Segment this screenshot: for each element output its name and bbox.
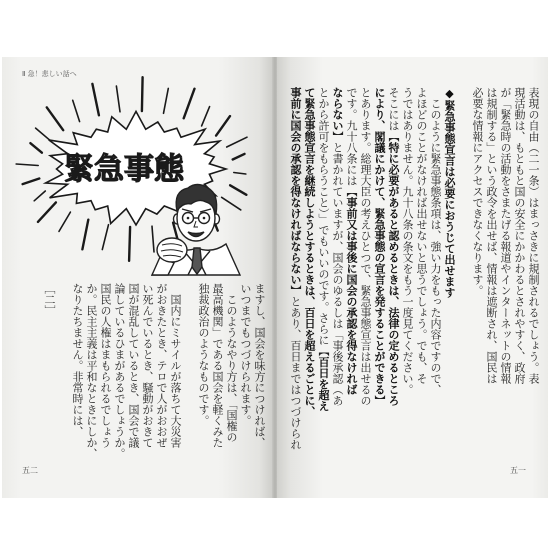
text-segment: このように緊急事態条項は、強い力をもった内容ですので、 [429, 87, 442, 395]
burst-ray [16, 164, 38, 166]
burst-ray [73, 100, 80, 121]
burst-ray [164, 88, 169, 113]
text-segment: 独裁政治のようなものです。 [197, 283, 210, 426]
burst-ray [202, 107, 210, 126]
text-column [112, 283, 126, 465]
text-segment: 現活動は、もともと国の安全にかかわるとされやすく、政府 [513, 87, 526, 384]
text-column [154, 283, 168, 465]
text-segment: 国が混乱しているとき、国会で議 [127, 283, 140, 448]
text-column [386, 87, 400, 455]
text-column [42, 283, 56, 465]
text-column [168, 283, 182, 465]
text-segment: ［二］ [43, 283, 56, 316]
burst-ray [234, 173, 246, 175]
burst-ray [59, 212, 70, 231]
text-segment: いつまでもつづけられます。 [239, 283, 252, 426]
burst-ray [129, 227, 130, 261]
bold-text-segment: 特に必要があると認めるときは、法律の定めるところ [387, 142, 400, 406]
bold-text-segment: ◆緊急事態宣言は必要におうじて出せます [443, 87, 456, 298]
text-segment: とから許可をもらうこと）」でもいいのです。さらに【 [317, 87, 330, 357]
bold-text-segment: て緊急事態宣言を継続しようとするときは、百日を超えるごとに、 [303, 87, 316, 417]
burst-ray [152, 226, 154, 252]
man-eye-left [187, 217, 190, 220]
left-text-columns [42, 283, 266, 465]
text-column [140, 283, 154, 465]
burst-ray [92, 84, 99, 115]
man-tie [192, 248, 202, 274]
text-segment: 必要な情報にアクセスできなくなります。 [471, 87, 484, 296]
text-column [498, 87, 512, 455]
illustration-caption: 緊急事態 [64, 152, 184, 187]
bold-text-segment: 事前に国会の承認を得なければならない [289, 87, 302, 285]
text-segment: このようなやり方は、「国権の [225, 283, 238, 443]
burst-ray [38, 202, 56, 222]
burst-ray [184, 89, 195, 119]
burst-ray [227, 137, 247, 147]
right-text-columns [288, 87, 540, 455]
text-column [56, 283, 70, 465]
text-segment: です。九十八条には【 [345, 87, 358, 197]
text-segment: そこには【 [387, 87, 400, 142]
text-column [302, 87, 316, 455]
text-column [238, 283, 252, 465]
bold-text-segment: ならない [331, 87, 344, 131]
text-column [316, 87, 330, 455]
text-column [288, 87, 302, 455]
burst-ray [23, 179, 40, 185]
text-column [358, 87, 372, 455]
man-eye-right [203, 217, 206, 220]
text-column [512, 87, 526, 455]
text-column [526, 87, 540, 455]
burst-ray [230, 185, 246, 195]
text-segment: うではありません。九十八条の条文をもう一度見てください。 [401, 87, 414, 395]
text-segment: とあります。総理大臣の考えひとつで、緊急事態宣言は出せるの [359, 87, 372, 406]
burst-ray [142, 77, 143, 111]
text-column [344, 87, 358, 455]
text-segment: 国内にミサイルが落ちて大災害 [169, 283, 182, 448]
text-column [84, 283, 98, 465]
text-column [182, 283, 196, 465]
burst-ray [222, 197, 241, 210]
text-segment: 国民の人権はまもられるでしょう [99, 283, 112, 448]
text-column [70, 283, 84, 465]
text-column [196, 283, 210, 465]
text-column [372, 87, 386, 455]
burst-ray [30, 143, 42, 153]
burst-ray [47, 107, 63, 130]
text-segment: ますし、国会を味方につければ、 [253, 283, 266, 448]
text-segment: 】 [373, 395, 386, 406]
text-segment: い死んでいるとき、騒動がおきて [141, 283, 154, 448]
text-column [400, 87, 414, 455]
text-column [414, 87, 428, 455]
text-column [98, 283, 112, 465]
text-column [252, 283, 266, 465]
running-head: Ⅱ 急！悲しい話へ [22, 70, 77, 78]
text-column [484, 87, 498, 455]
burst-ray [36, 128, 51, 141]
burst-ray [116, 86, 120, 112]
text-segment: なりたちません。非常時には、 [71, 283, 84, 437]
open-book [2, 57, 548, 498]
text-column [330, 87, 344, 455]
text-column [470, 87, 484, 455]
text-segment: よほどのことがなければ出せないと思うでしょう。でも、そ [415, 87, 428, 384]
burst-ray [102, 225, 108, 250]
text-column [126, 283, 140, 465]
text-column [428, 87, 442, 455]
text-segment: が「緊急時の活動をさまたげる報道やインターネットの情報 [499, 87, 512, 384]
text-segment: 論しているひまがあるでしょうか。 [113, 283, 126, 459]
burst-ray [233, 154, 245, 160]
bold-text-segment: 百日を超え [317, 356, 330, 412]
text-segment: 】と書かれていますが、国会のゆるしは「事後承認（あ [331, 131, 344, 406]
bold-text-segment: 事前又は事後に国会の承認を得なければ [345, 197, 358, 395]
text-segment: がおきたとき、テロで人がおおぜ [155, 283, 168, 448]
page-left [2, 57, 273, 498]
text-column [442, 87, 456, 455]
text-column [224, 283, 238, 465]
text-column [210, 283, 224, 465]
page-number-right: 五一 [510, 466, 526, 475]
burst-ray [34, 191, 45, 201]
text-segment: は規制する」という政令を出せば、情報は遮断され、国民は [485, 87, 498, 384]
text-segment: 最高機関」である国会を軽くみた [211, 283, 224, 448]
burst-ray [82, 220, 88, 250]
page-number-left: 五二 [22, 466, 38, 475]
burst-ray [216, 116, 230, 136]
bold-text-segment: により、閣議にかけて、緊急事態の宣言を発することができる [373, 87, 386, 395]
text-segment: 表現の自由（二一条）はまっさきに規制されるでしょう。表 [527, 87, 540, 384]
page-right [277, 57, 548, 498]
text-column [456, 87, 470, 455]
text-segment: か。民主主義は平和なときにしか、 [85, 283, 98, 459]
text-segment: 】とあり、百日まではつづけられ [289, 285, 302, 450]
